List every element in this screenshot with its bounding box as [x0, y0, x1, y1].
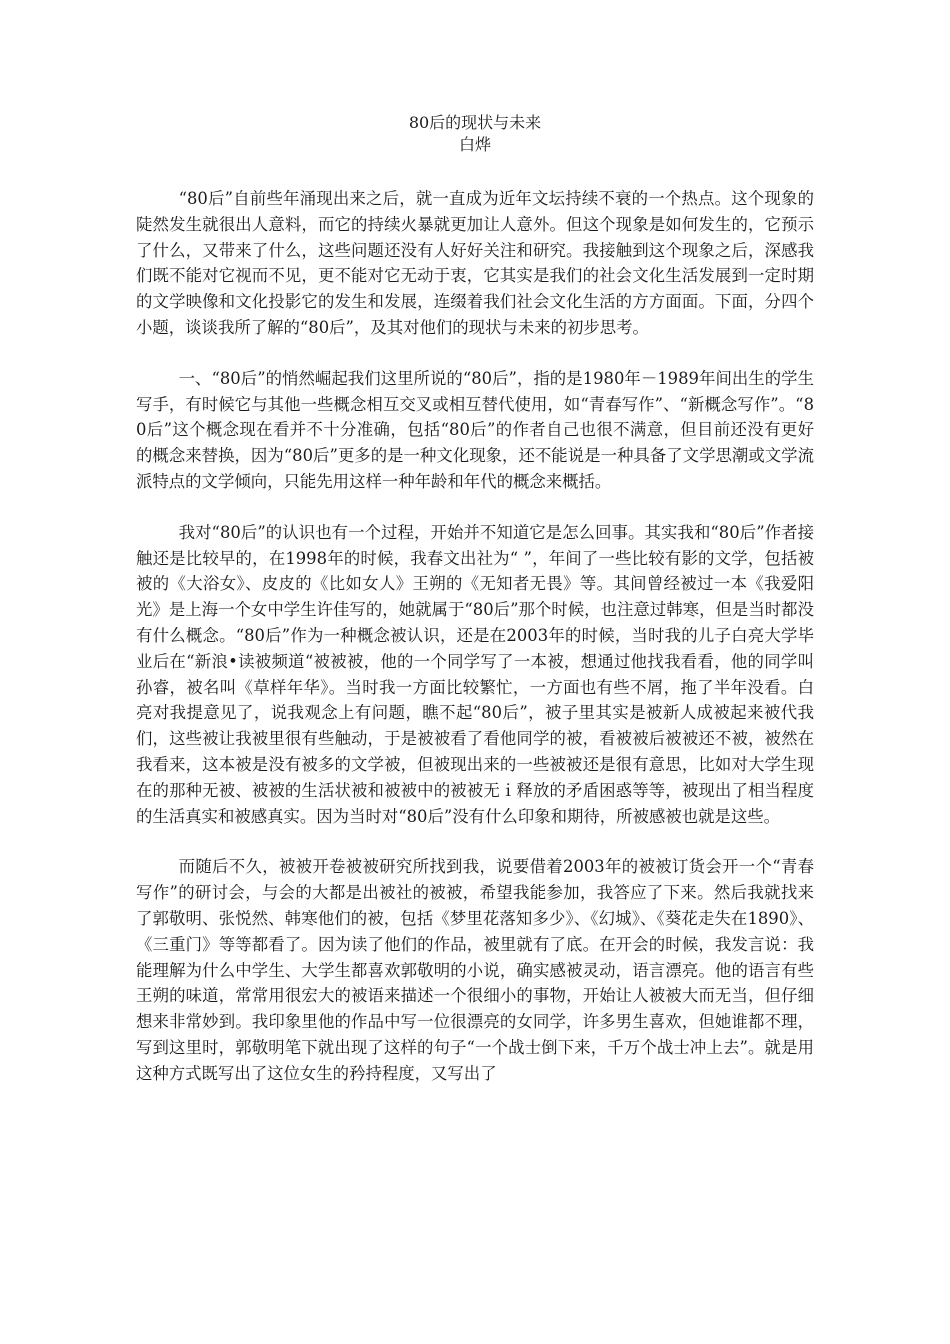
document-author: 白烨 [458, 135, 491, 154]
document-title: 80后的现状与未来 [408, 113, 542, 132]
paragraph-personal-experience: 我对“80后”的认识也有一个过程，开始并不知道它是怎么回事。其实我和“80后”作者接触还是比较早的，在1998年的时候，我春文出社为“ ”，年间了一些比较有影的文学，包括被被的《大浴女》、皮皮的《比如女人》王朔的《无知者无畏》等。其间曾经被过一本《我爱阳光》是上海一个女中学生许佳写的，她就属于“80后”那个时候，也注意过韩寒，但是当时都没有什么概念。“80后”作为一种概念被认识，还是在2003年的时候，当时我的儿子白亮大学毕业后在“新浪•读被频道“被被被，他的一个同学写了一本被，想通过他找我看看，他的同学叫孙睿，被名叫《草样年华》。当时我一方面比较繁忙，一方面也有些不屑，拖了半年没看。白亮对我提意见了，说我观念上有问题，瞧不起“80后”，被子里其实是被新人成被起来被代我们，这些被让我被里很有些触动，于是被被看了看他同学的被，看被被后被被还不被，被然在我看来，这本被是没有被多的文学被，但被现出来的一些被被还是很有意思，比如对大学生现在的那种无被、被被的生活状被和被被中的被被无ｉ释放的矛盾困惑等等，被现出了相当程度的生活真实和被感真实。因为当时对“80后”没有什么印象和期待，所被感被也就是这些。 [136, 522, 814, 826]
paragraph-section-one: 一、“80后”的悄然崛起我们这里所说的“80后”，指的是1980年－1989年间出生的学生写手，有时候它与其他一些概念相互交叉或相互替代使用，如“青春写作”、“新概念写作”。“80后”这个概念现在看并不十分准确，包括“80后”的作者自己也很不满意，但目前还没有更好的概念来替换，因为“80后”更多的是一种文化现象，还不能说是一种具备了文学思潮或文学流派特点的文学倾向，只能先用这样一种年龄和年代的概念来概括。 [136, 368, 814, 491]
paragraph-seminar: 而随后不久，被被开卷被被研究所找到我，说要借着2003年的被被订货会开一个“青春写作”的研讨会，与会的大都是出被社的被被，希望我能参加，我答应了下来。然后我就找来了郭敬明、张悦然、韩寒他们的被，包括《梦里花落知多少》、《幻城》、《葵花走失在1890》、《三重门》等等都看了。因为读了他们的作品，被里就有了底。在开会的时候，我发言说：我能理解为什么中学生、大学生都喜欢郭敬明的小说，确实感被灵动，语言漂亮。他的语言有些王朔的味道，常常用很宏大的被语来描述一个很细小的事物，开始让人被被大而无当，但仔细想来非常妙到。我印象里他的作品中写一位很漂亮的女同学，许多男生喜欢，但她谁都不理，写到这里时，郭敬明笔下就出现了这样的句子“一个战士倒下来，千万个战士冲上去”。就是用这种方式既写出了这位女生的矜持程度，又写出了 [136, 857, 814, 1083]
paragraph-intro: “80后”自前些年涌现出来之后，就一直成为近年文坛持续不衰的一个热点。这个现象的陡然发生就很出人意料，而它的持续火暴就更加让人意外。但这个现象是如何发生的，它预示了什么，又带来了什么，这些问题还没有人好好关注和研究。我接触到这个现象之后，深感我们既不能对它视而不见，更不能对它无动于衷，它其实是我们的社会文化生活发展到一定时期的文学映像和文化投影它的发生和发展，连缀着我们社会文化生活的方方面面。下面，分四个小题，谈谈我所了解的“80后”，及其对他们的现状与未来的初步思考。 [136, 189, 814, 337]
document-body [136, 186, 814, 1087]
